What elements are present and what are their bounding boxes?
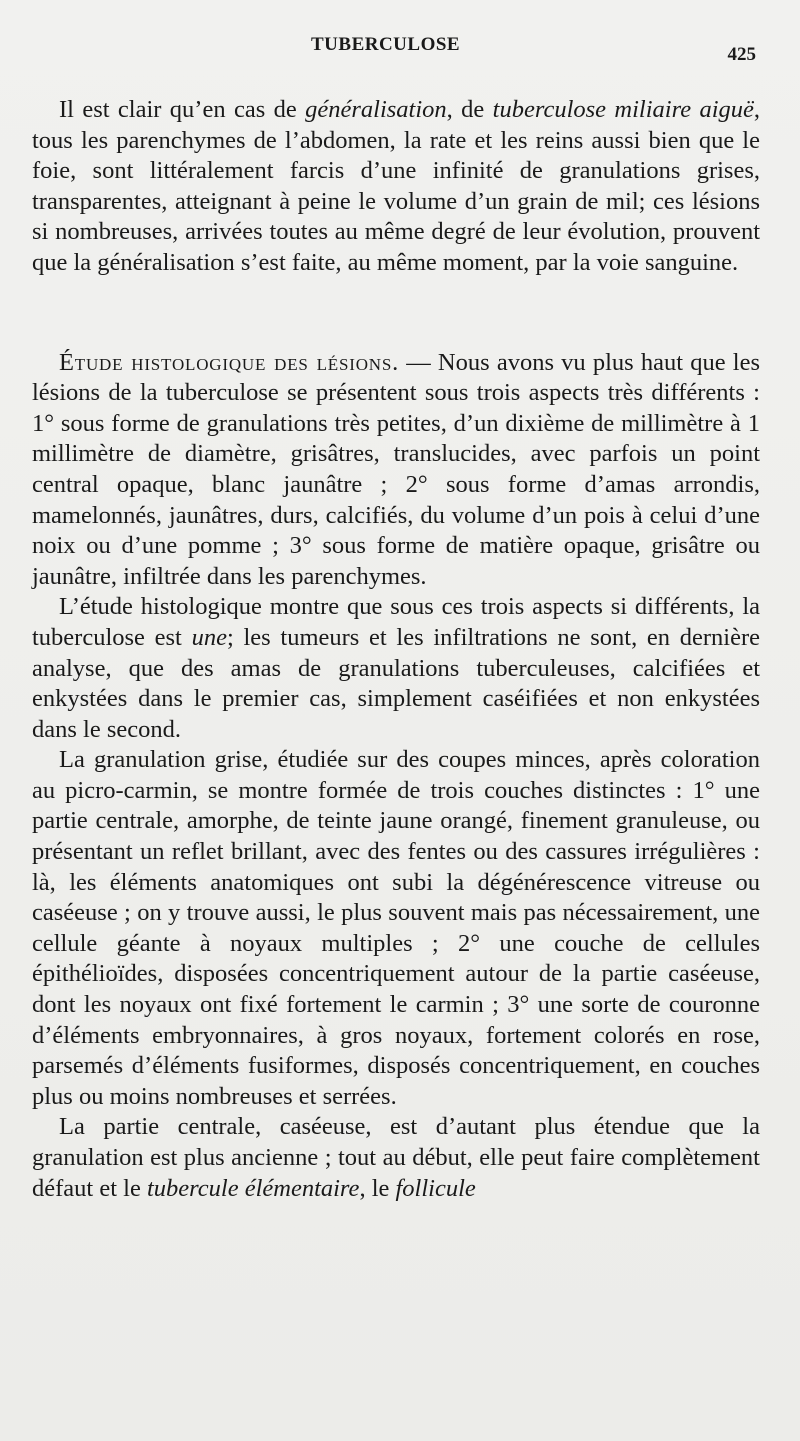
text-run: , de bbox=[446, 96, 493, 123]
running-head bbox=[0, 34, 800, 65]
paragraph-partie-centrale bbox=[32, 1112, 760, 1204]
text-run: La granulation grise, étudiée sur des coupes minces, après coloration au picro-carmin, se montre formée de trois couches distinctes : 1° une partie centrale, amorphe, de teinte jaune orangé, finement granuleuse, ou présentant un reflet brillant, avec des fentes ou des cassures irrégulières : là, les éléments anatomiques ont subi la dégénérescence vitreuse ou caséeuse ; on y trouve aussi, le plus souvent mais pas nécessairement, une cellule géante à noyaux multiples ; 2° une couche de cellules épithélioïdes, disposées concentriquement autour de la partie caséeuse, dont les noyaux ont fixé fortement le carmin ; 3° une sorte de couronne d’éléments embryonnaires, à gros noyaux, fortement colorés en rose, parsemés d’éléments fusiformes, disposés concentriquement, en couches plus ou moins nombreuses et serrées. bbox=[32, 746, 760, 1110]
page-number: 425 bbox=[727, 44, 756, 65]
text-run: Il est clair qu’en cas de bbox=[59, 96, 306, 123]
paragraph-generalisation bbox=[32, 95, 760, 279]
italic-term: follicule bbox=[395, 1174, 476, 1202]
text-run: ; les tumeurs et les infiltrations ne sont, en dernière analyse, que des amas de granulations tuberculeuses, calcifiées et enkystées dans le premier cas, simplement caséifiées et non enkystées dans le second. bbox=[32, 623, 760, 743]
italic-term: tubercule élémentaire bbox=[146, 1174, 360, 1202]
italic-term: tuberculose miliaire aiguë bbox=[492, 96, 754, 123]
paragraph-tuberculose-une bbox=[32, 592, 760, 745]
text-run: — Nous avons vu plus haut que les lésions de la tuberculose se présentent sous trois aspects très différents : 1° sous forme de granulations très petites, d’un dixième de millimètre à 1 millimètre de diamètre, grisâtres, translucides, avec parfois un point central opaque, blanc jaunâtre ; 2° sous forme d’amas arrondis, mamelonnés, jaunâtres, durs, calcifiés, du volume d’un pois à celui d’une noix ou d’une pomme ; 3° sous forme de matière opaque, grisâtre ou jaunâtre, infiltrée dans les parenchymes. bbox=[32, 348, 760, 590]
section-heading: Étude histologique des lésions. bbox=[59, 348, 400, 376]
text-run: L’étude histologique montre que sous ces trois aspects si différents, la tuberculose est bbox=[32, 593, 760, 651]
running-title: TUBERCULOSE bbox=[311, 34, 461, 55]
italic-term: généralisation bbox=[305, 96, 447, 123]
body-text bbox=[32, 95, 760, 1204]
italic-term: une bbox=[191, 623, 227, 651]
paragraph-granulation-grise bbox=[32, 745, 760, 1112]
text-run: La partie centrale, caséeuse, est d’autant plus étendue que la granulation est plus ancienne ; tout au début, elle peut faire complètement défaut et le bbox=[32, 1113, 760, 1202]
text-run: , tous les parenchymes de l’abdomen, la rate et les reins aussi bien que le foie, sont littéralement farcis d’une infinité de granulations grises, transparentes, atteignant à peine le volume d’un grain de mil; ces lésions si nombreuses, arrivées toutes au même degré de leur évolution, prouvent que la généralisation s’est faite, au même moment, par la voie sanguine. bbox=[32, 96, 760, 276]
text-run: , le bbox=[359, 1174, 396, 1202]
paragraph-etude-histologique bbox=[32, 348, 760, 593]
